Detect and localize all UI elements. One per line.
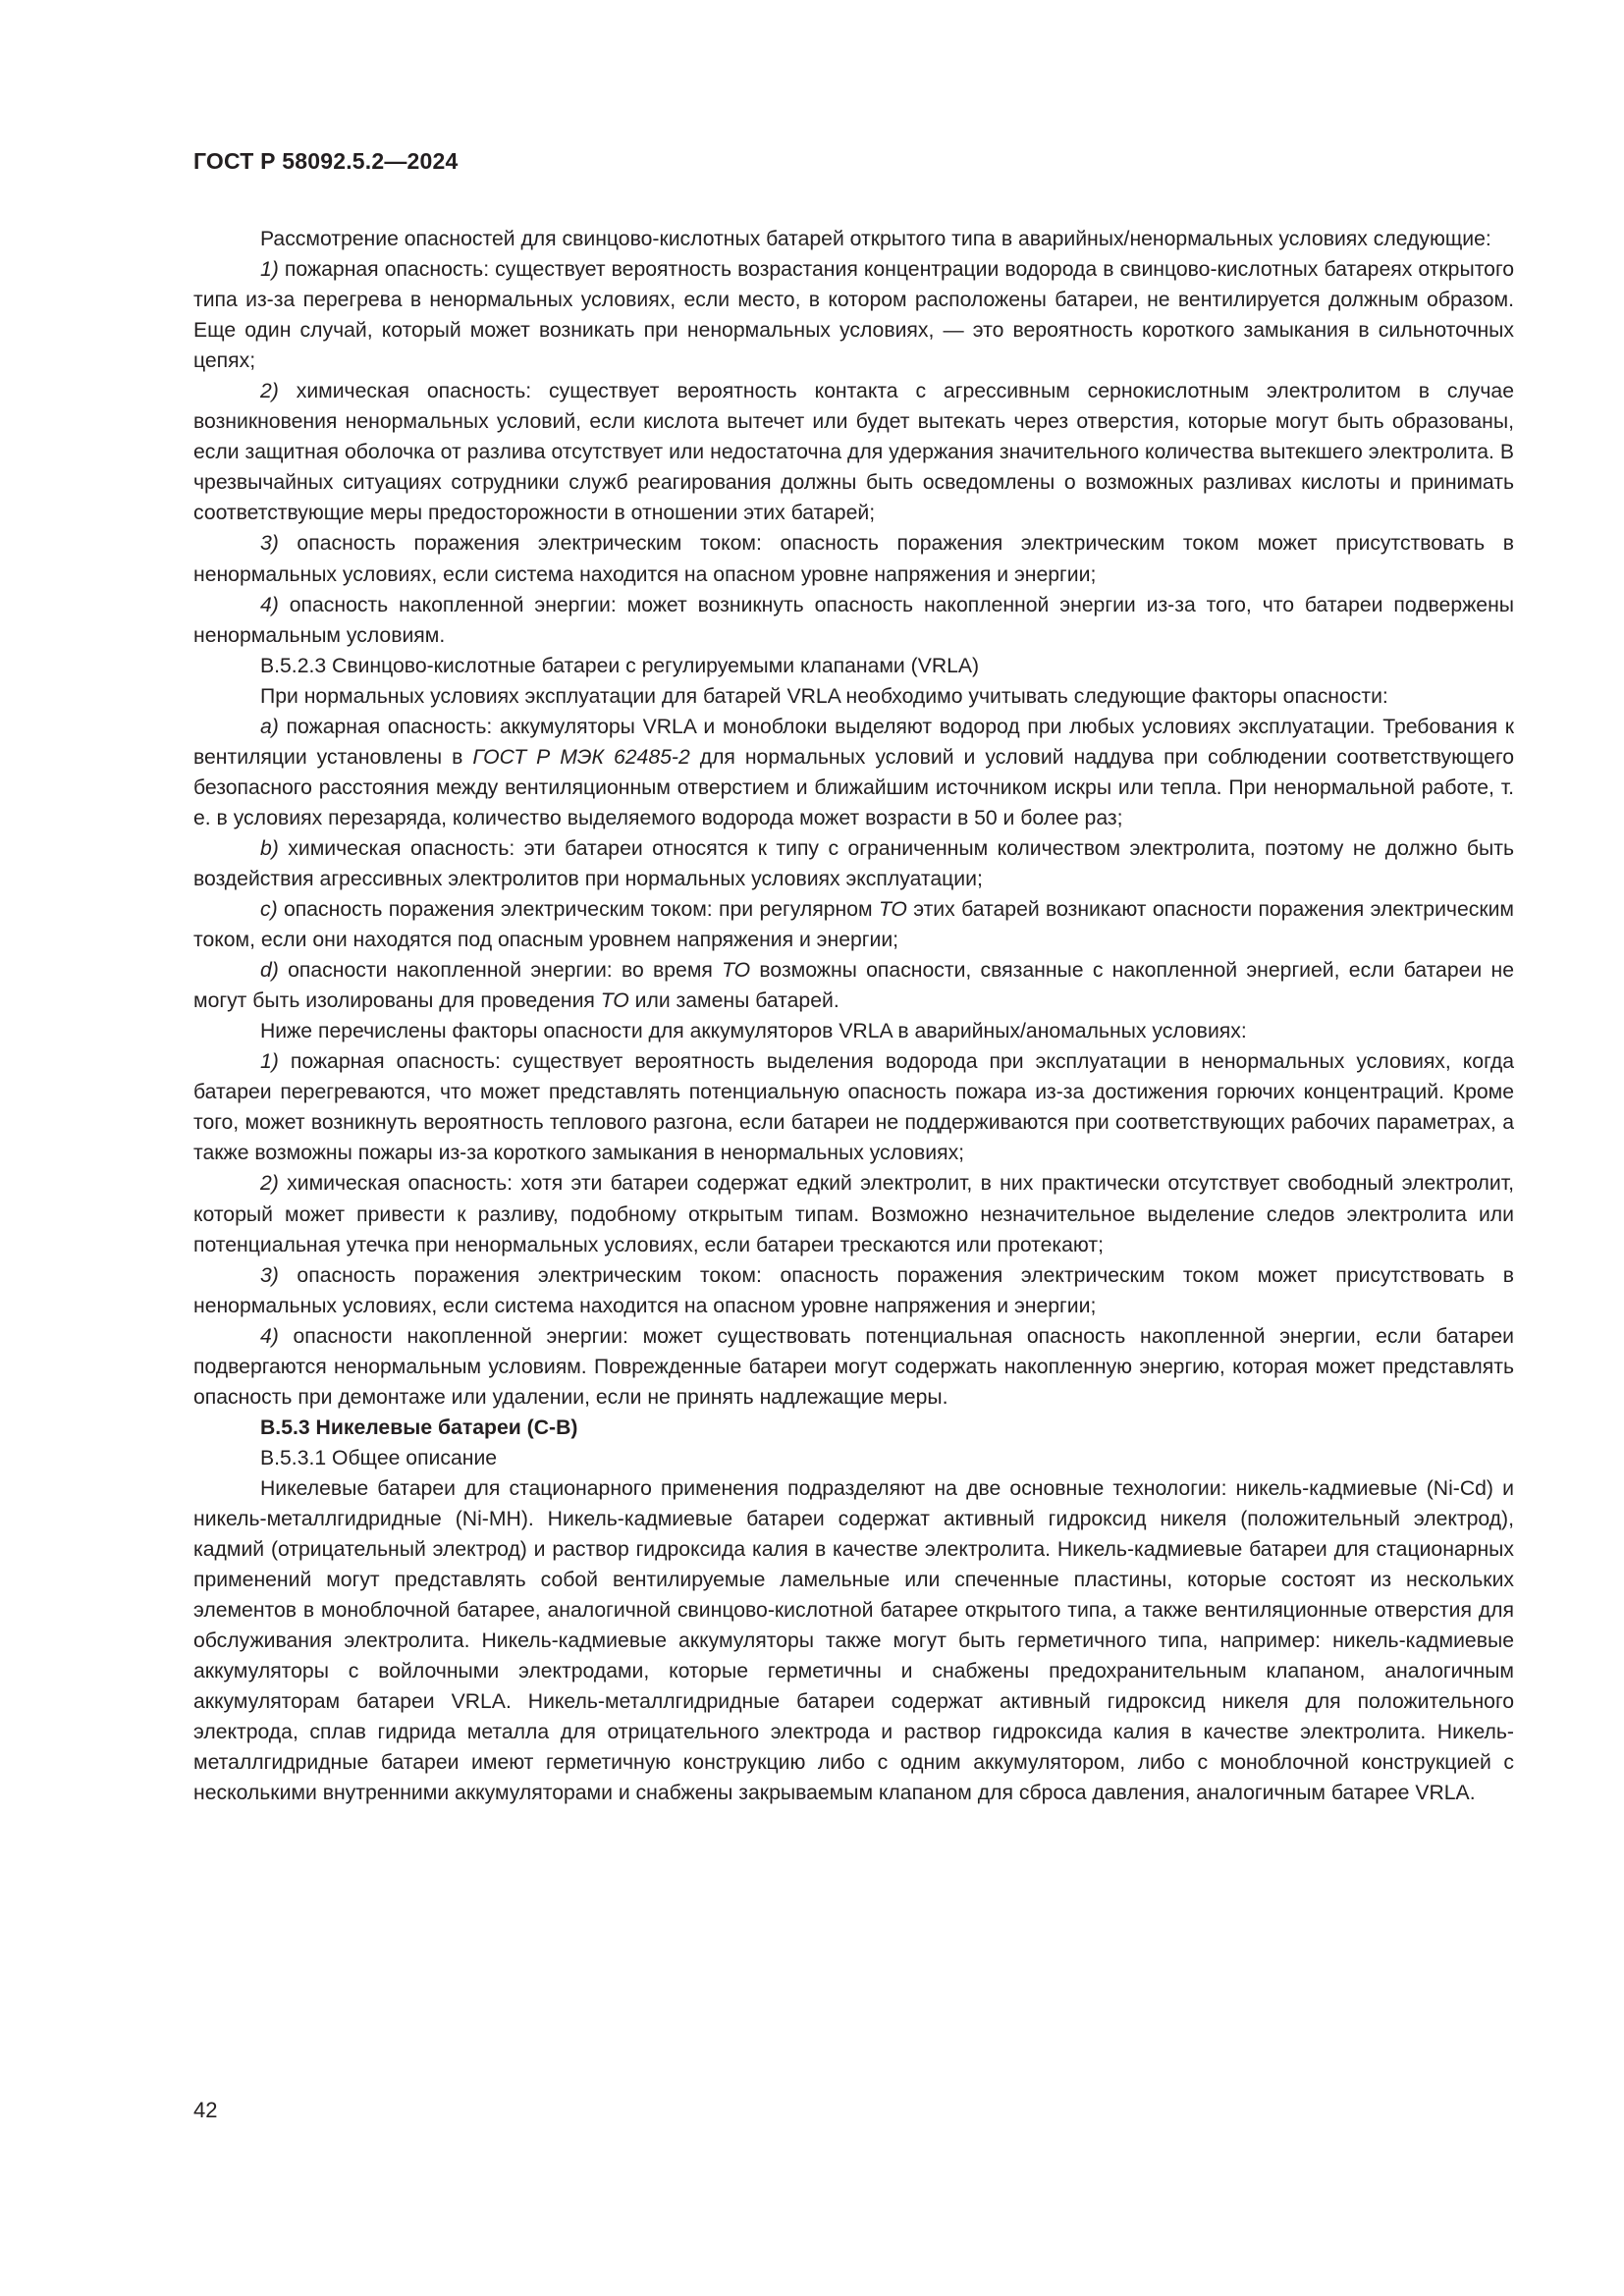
list-item-vrla-abnormal-chemical: 2) химическая опасность: хотя эти батареи содержат едкий электролит, в них практически отсутствует свободный электролит, который может привести к разливу, подобному открытым типам. Возможно незначительное выделение следов электролита или потенциальная утечка при ненормальных условиях, если батареи трескаются или протекают;	[193, 1172, 1514, 1256]
list-item-fire-hazard-open-type: 1) пожарная опасность: существует вероятность возрастания концентрации водорода в свинцово-кислотных батареях открытого типа из-за перегрева в ненормальных условиях, если место, в котором расположены батареи, не вентилируется должным образом. Еще один случай, который может возникать при ненормальных условиях, — это вероятность короткого замыкания в сильноточных цепях;	[193, 258, 1514, 373]
section-heading-b523: В.5.2.3 Свинцово-кислотные батареи с регулируемыми клапанами (VRLA)	[260, 654, 980, 677]
section-heading-b53: В.5.3 Никелевые батареи (С-В)	[260, 1415, 578, 1439]
list-item-electric-hazard-open-type: 3) опасность поражения электрическим током: опасность поражения электрическим током может присутствовать в ненормальных условиях, если система находится на опасном уровне напряжения и энергии;	[193, 532, 1514, 586]
paragraph-vrla-abnormal-intro: Ниже перечислены факторы опасности для аккумуляторов VRLA в аварийных/аномальных условиях:	[260, 1020, 1247, 1043]
list-item-vrla-fire-hazard: a) пожарная опасность: аккумуляторы VRLA и моноблоки выделяют водород при любых условиях эксплуатации. Требования к вентиляции установлены в ГОСТ Р МЭК 62485-2 для нормальных условий и условий наддува при соблюдении соответствующего безопасного расстояния между вентиляционным отверстием и ближайшим источником искры или тепла. При ненормальной работе, т. е. в условиях перезаряда, количество выделяемого водорода может возрасти в 50 и более раз;	[193, 715, 1514, 829]
paragraph-nickel-batteries: Никелевые батареи для стационарного применения подразделяют на две основные технологии: никель-кадмиевые (Ni-Cd) и никель-металлгидридные (Ni-MH). Никель-кадмиевые батареи содержат активный гидроксид никеля (положительный электрод), кадмий (отрицательный электрод) и раствор гидроксида калия в качестве электролита. Никель-кадмиевые батареи для стационарных применений могут представлять собой вентилируемые ламельные или спеченные пластины, которые состоят из нескольких элементов в моноблочной батарее, аналогичной свинцово-кислотной батарее открытого типа, а также вентиляционные отверстия для обслуживания электролита. Никель-кадмиевые аккумуляторы также могут быть герметичного типа, например: никель-кадмиевые аккумуляторы с войлочными электродами, которые герметичны и снабжены предохранительным клапаном, аналогичным аккумуляторам батареи VRLA. Никель-металлгидридные батареи содержат активный гидроксид никеля для положительного электрода, сплав гидрида металла для отрицательного электрода и раствор гидроксида калия в качестве электролита. Никель-металлгидридные батареи имеют герметичную конструкцию либо с одним аккумулятором, либо с моноблочной конструкцией с несколькими внутренними аккумуляторами и снабжены закрываемым клапаном для сброса давления, аналогичным батарее VRLA.	[193, 1476, 1514, 1805]
document-header: ГОСТ Р 58092.5.2—2024	[193, 148, 459, 174]
section-heading-b531: В.5.3.1 Общее описание	[260, 1446, 498, 1469]
list-item-vrla-abnormal-electric: 3) опасность поражения электрическим током: опасность поражения электрическим током может присутствовать в ненормальных условиях, если система находится на опасном уровне напряжения и энергии;	[193, 1263, 1514, 1317]
paragraph-intro-open-type: Рассмотрение опасностей для свинцово-кислотных батарей открытого типа в аварийных/ненормальных условиях следующие:	[260, 228, 1491, 250]
list-item-vrla-abnormal-fire: 1) пожарная опасность: существует вероятность выделения водорода при эксплуатации в ненормальных условиях, когда батареи перегреваются, что может представлять потенциальную опасность пожара из-за достижения горючих концентраций. Кроме того, может возникнуть вероятность теплового разгона, если батареи не поддерживаются при соответствующих рабочих параметрах, а также возможны пожары из-за короткого замыкания в ненормальных условиях;	[193, 1050, 1514, 1165]
list-item-vrla-abnormal-stored-energy: 4) опасности накопленной энергии: может существовать потенциальная опасность накопленной энергии, если батареи подвергаются ненормальным условиям. Поврежденные батареи могут содержать накопленную энергию, которая может представлять опасность при демонтаже или удалении, если не принять надлежащие меры.	[193, 1324, 1514, 1409]
list-item-chemical-hazard-open-type: 2) химическая опасность: существует вероятность контакта с агрессивным сернокислотным электролитом в случае возникновения ненормальных условий, если кислота вытечет или будет вытекать через отверстия, которые могут быть образованы, если защитная оболочка от разлива отсутствует или недостаточна для удержания значительного количества вытекшего электролита. В чрезвычайных ситуациях сотрудники служб реагирования должны быть осведомлены о возможных разливах кислоты и принимать соответствующие меры предосторожности в отношении этих батарей;	[193, 380, 1514, 525]
page-number: 42	[193, 2098, 218, 2122]
list-item-vrla-chemical-hazard: b) химическая опасность: эти батареи относятся к типу с ограниченным количеством электролита, поэтому не должно быть воздействия агрессивных электролитов при нормальных условиях эксплуатации;	[193, 836, 1514, 890]
list-item-vrla-electric-hazard: c) опасность поражения электрическим током: при регулярном ТО этих батарей возникают опасности поражения электрическим током, если они находятся под опасным уровнем напряжения и энергии;	[193, 898, 1515, 952]
document-body	[193, 224, 1514, 1808]
paragraph-vrla-normal-intro: При нормальных условиях эксплуатации для батарей VRLA необходимо учитывать следующие факторы опасности:	[260, 684, 1388, 708]
list-item-vrla-stored-energy: d) опасности накопленной энергии: во время ТО возможны опасности, связанные с накопленной энергией, если батареи не могут быть изолированы для проведения ТО или замены батарей.	[193, 959, 1514, 1013]
list-item-stored-energy-open-type: 4) опасность накопленной энергии: может возникнуть опасность накопленной энергии из-за того, что батареи подвержены ненормальным условиям.	[193, 593, 1514, 647]
